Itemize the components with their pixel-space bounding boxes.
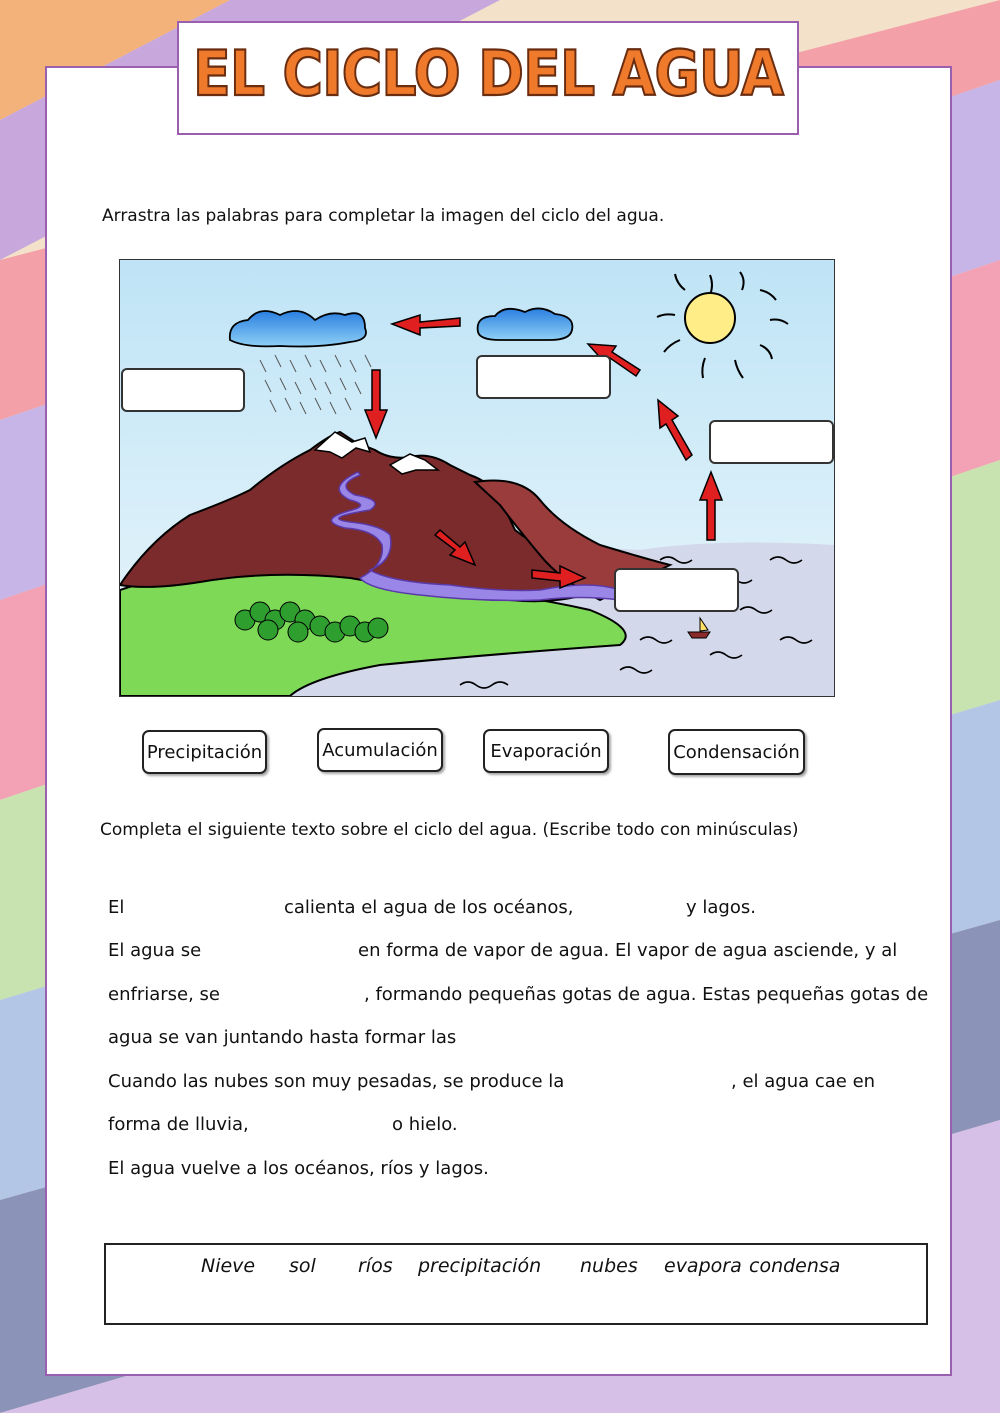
- blank-condensa[interactable]: [234, 980, 364, 1010]
- bank-word-precipitacion: precipitación: [418, 1255, 542, 1277]
- line3-text-a: enfriarse, se: [108, 984, 220, 1005]
- title-box: [177, 21, 799, 135]
- blank-sol[interactable]: [132, 893, 281, 923]
- water-cycle-illustration: [120, 260, 834, 696]
- line4-text-a: agua se van juntando hasta formar las: [108, 1027, 457, 1048]
- drag-word-evaporacion[interactable]: Evaporación: [483, 729, 609, 773]
- drop-target-accumulation[interactable]: [614, 568, 739, 612]
- bank-word-nubes: nubes: [580, 1255, 638, 1277]
- line7-text-a: El agua vuelve a los océanos, ríos y lagos.: [108, 1158, 489, 1179]
- drag-word-condensacion[interactable]: Condensación: [668, 729, 805, 775]
- drag-word-acumulacion[interactable]: Acumulación: [317, 728, 443, 772]
- title-graphic: [179, 23, 797, 133]
- page-title: EL CICLO DEL AGUA: [193, 37, 784, 110]
- line3-text-b: , formando pequeñas gotas de agua. Estas pequeñas gotas de: [364, 984, 929, 1005]
- line2-text-a: El agua se: [108, 940, 202, 961]
- bank-word-nieve: Nieve: [201, 1255, 256, 1277]
- blank-rios[interactable]: [578, 893, 684, 923]
- bank-word-evapora: evapora: [664, 1255, 742, 1277]
- line5-text-b: , el agua cae en: [731, 1071, 876, 1092]
- line6-text-a: forma de lluvia,: [108, 1114, 249, 1135]
- water-cycle-diagram: [119, 259, 835, 697]
- line2-text-b: en forma de vapor de agua. El vapor de agua asciende, y al: [358, 940, 898, 961]
- blank-evapora[interactable]: [206, 936, 356, 966]
- blank-nieve[interactable]: [260, 1110, 390, 1140]
- blank-precipitacion[interactable]: [566, 1067, 730, 1097]
- drop-target-condensation[interactable]: [476, 355, 611, 399]
- drop-target-evaporation[interactable]: [709, 420, 834, 464]
- bank-word-rios: ríos: [358, 1255, 393, 1277]
- line6-text-b: o hielo.: [392, 1114, 458, 1135]
- drop-target-precipitation[interactable]: [121, 368, 245, 412]
- line1-text-a: El: [108, 897, 125, 918]
- drag-instruction: Arrastra las palabras para completar la imagen del ciclo del agua.: [102, 206, 665, 226]
- line1-text-c: y lagos.: [686, 897, 756, 918]
- blank-nubes[interactable]: [470, 1023, 624, 1053]
- paragraph-line-1: [108, 897, 124, 918]
- line5-text-a: Cuando las nubes son muy pesadas, se produce la: [108, 1071, 565, 1092]
- word-bank: [104, 1243, 928, 1325]
- drag-word-precipitacion[interactable]: Precipitación: [142, 730, 267, 774]
- bank-word-sol: sol: [289, 1255, 316, 1277]
- line1-text-b: calienta el agua de los océanos,: [284, 897, 574, 918]
- text-instruction: Completa el siguiente texto sobre el ciclo del agua. (Escribe todo con minúsculas): [100, 820, 799, 840]
- bank-word-condensa: condensa: [749, 1255, 841, 1277]
